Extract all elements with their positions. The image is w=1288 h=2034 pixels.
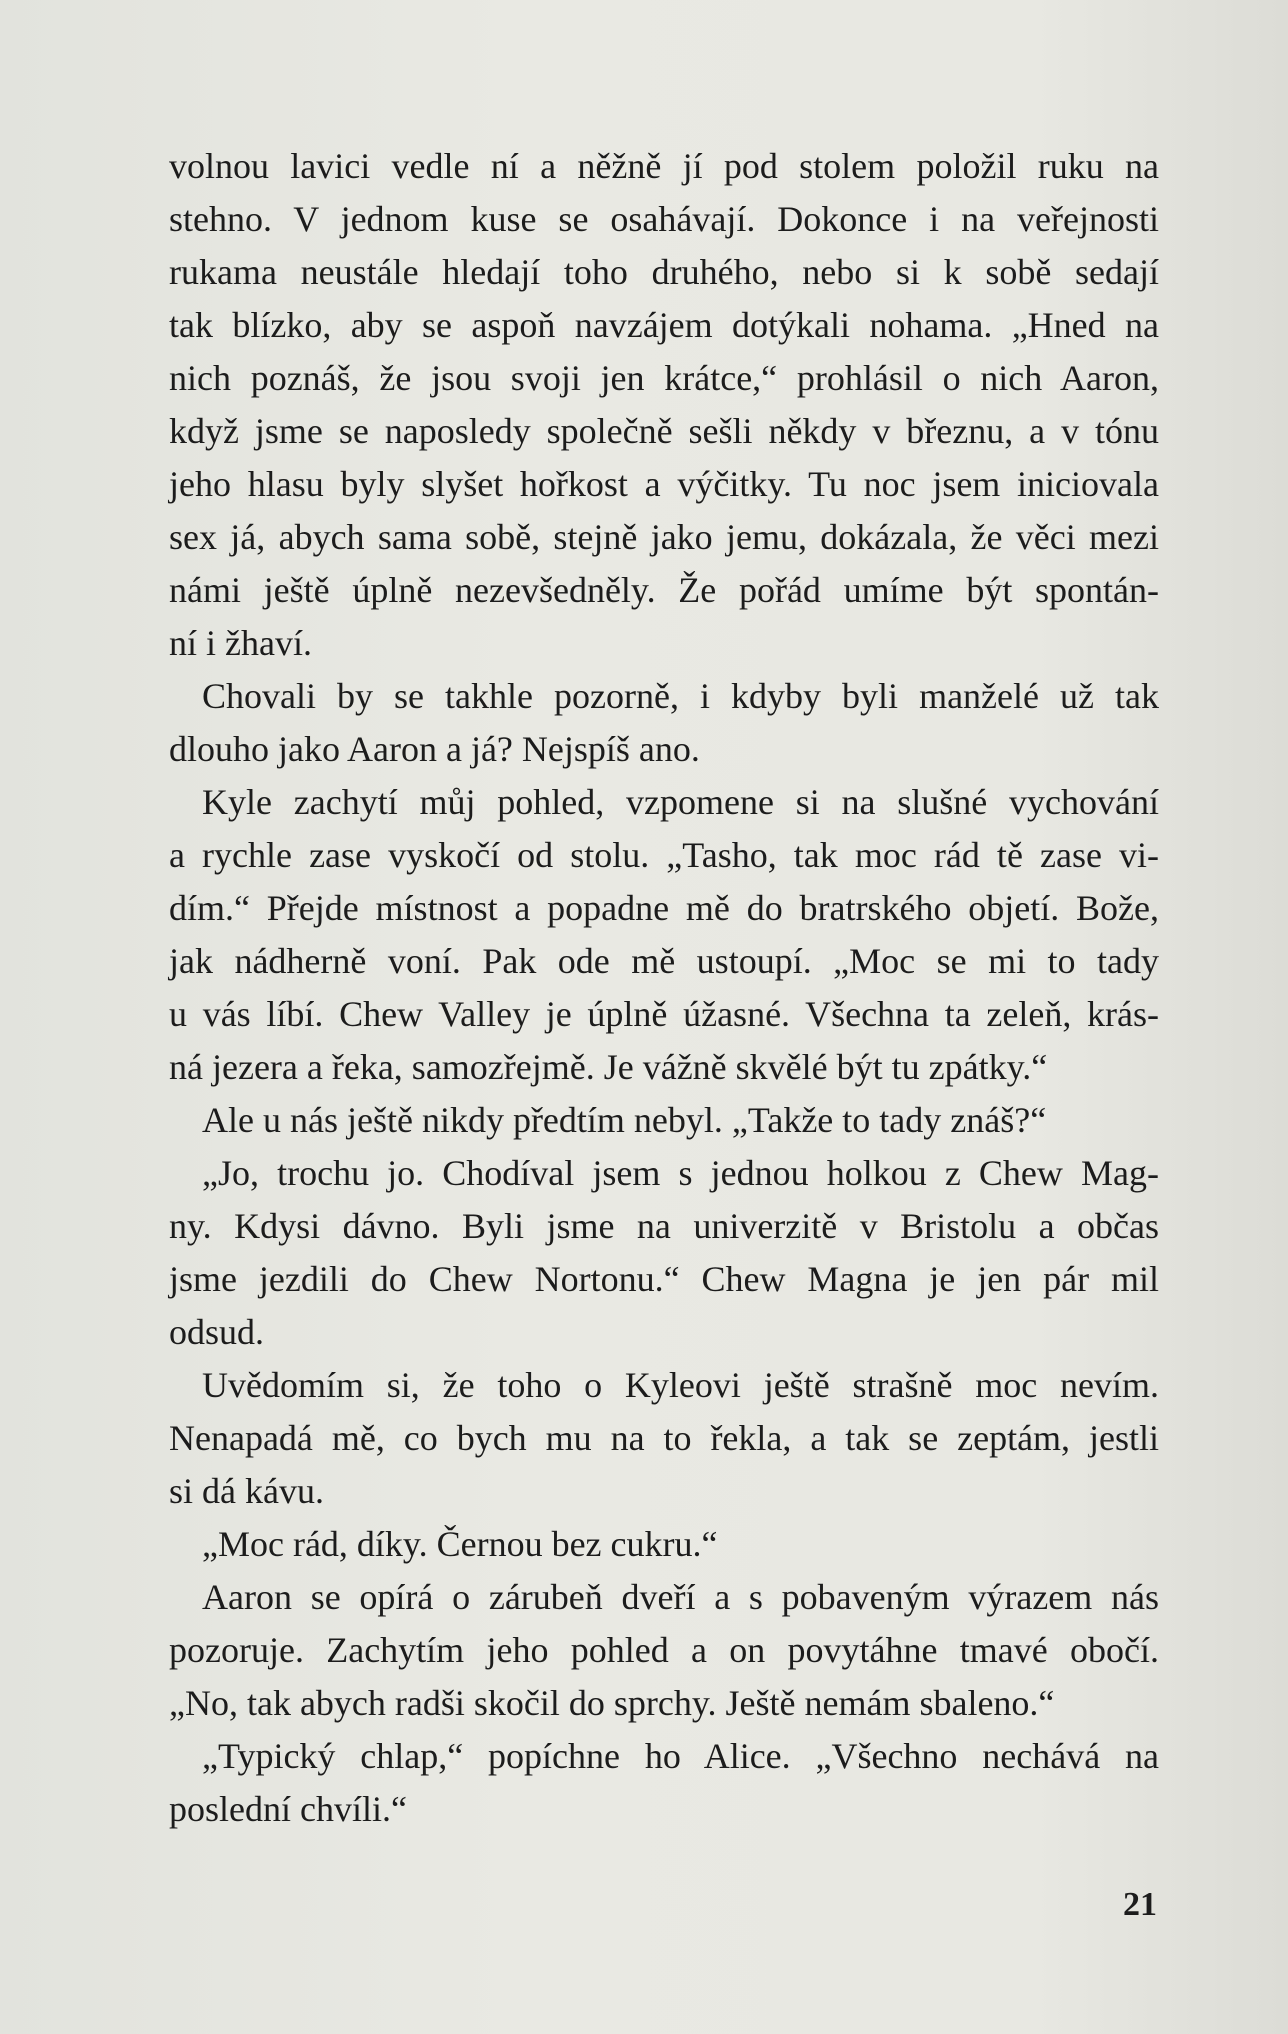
text-line: pozoruje. Zachytím jeho pohled a on povytáhne tmavé obočí. xyxy=(169,1630,1159,1670)
text-line: volnou lavici vedle ní a něžně jí pod stolem položil ruku na xyxy=(169,146,1159,186)
text-line: „No, tak abych radši skočil do sprchy. Ještě nemám sbaleno.“ xyxy=(169,1683,1055,1723)
text-line: sex já, abych sama sobě, stejně jako jemu, dokázala, že věci mezi xyxy=(169,517,1159,557)
text-line: poslední chvíli.“ xyxy=(169,1789,407,1829)
text-line: „Jo, trochu jo. Chodíval jsem s jednou holkou z Chew Mag- xyxy=(202,1153,1159,1193)
text-line: Kyle zachytí můj pohled, vzpomene si na slušné vychování xyxy=(202,782,1159,822)
text-line: Uvědomím si, že toho o Kyleovi ještě strašně moc nevím. xyxy=(202,1365,1159,1405)
text-line: Ale u nás ještě nikdy předtím nebyl. „Takže to tady znáš?“ xyxy=(202,1100,1047,1140)
text-line: Aaron se opírá o zárubeň dveří a s pobaveným výrazem nás xyxy=(202,1577,1159,1617)
text-line: jak nádherně voní. Pak ode mě ustoupí. „Moc se mi to tady xyxy=(169,941,1159,981)
text-line: stehno. V jednom kuse se osahávají. Dokonce i na veřejnosti xyxy=(169,199,1159,239)
text-line: námi ještě úplně nezevšedněly. Že pořád umíme být spontán- xyxy=(169,570,1159,610)
text-line: rukama neustále hledají toho druhého, nebo si k sobě sedají xyxy=(169,252,1159,292)
text-line: jeho hlasu byly slyšet hořkost a výčitky. Tu noc jsem iniciovala xyxy=(169,464,1159,504)
text-line: u vás líbí. Chew Valley je úplně úžasné. Všechna ta zeleň, krás- xyxy=(169,994,1159,1034)
text-line: ny. Kdysi dávno. Byli jsme na univerzitě v Bristolu a občas xyxy=(169,1206,1159,1246)
text-line: ná jezera a řeka, samozřejmě. Je vážně skvělé být tu zpátky.“ xyxy=(169,1047,1048,1087)
text-line: nich poznáš, že jsou svoji jen krátce,“ prohlásil o nich Aaron, xyxy=(169,358,1159,398)
text-line: „Moc rád, díky. Černou bez cukru.“ xyxy=(202,1524,718,1564)
page-number: 21 xyxy=(1123,1886,1157,1923)
text-line: ní i žhaví. xyxy=(169,623,312,663)
text-line: Nenapadá mě, co bych mu na to řekla, a tak se zeptám, jestli xyxy=(169,1418,1159,1458)
text-line: dím.“ Přejde místnost a popadne mě do bratrského objetí. Bože, xyxy=(169,888,1159,928)
text-line: odsud. xyxy=(169,1312,265,1352)
text-line: když jsme se naposledy společně sešli někdy v březnu, a v tónu xyxy=(169,411,1159,451)
text-line: „Typický chlap,“ popíchne ho Alice. „Všechno nechává na xyxy=(202,1736,1159,1776)
text-line: jsme jezdili do Chew Nortonu.“ Chew Magna je jen pár mil xyxy=(169,1259,1159,1299)
text-line: a rychle zase vyskočí od stolu. „Tasho, tak moc rád tě zase vi- xyxy=(169,835,1159,875)
text-line: Chovali by se takhle pozorně, i kdyby byli manželé už tak xyxy=(202,676,1159,716)
text-line: tak blízko, aby se aspoň navzájem dotýkali nohama. „Hned na xyxy=(169,305,1159,345)
text-line: si dá kávu. xyxy=(169,1471,324,1511)
body-text xyxy=(169,140,1159,1836)
text-line: dlouho jako Aaron a já? Nejspíš ano. xyxy=(169,729,700,769)
